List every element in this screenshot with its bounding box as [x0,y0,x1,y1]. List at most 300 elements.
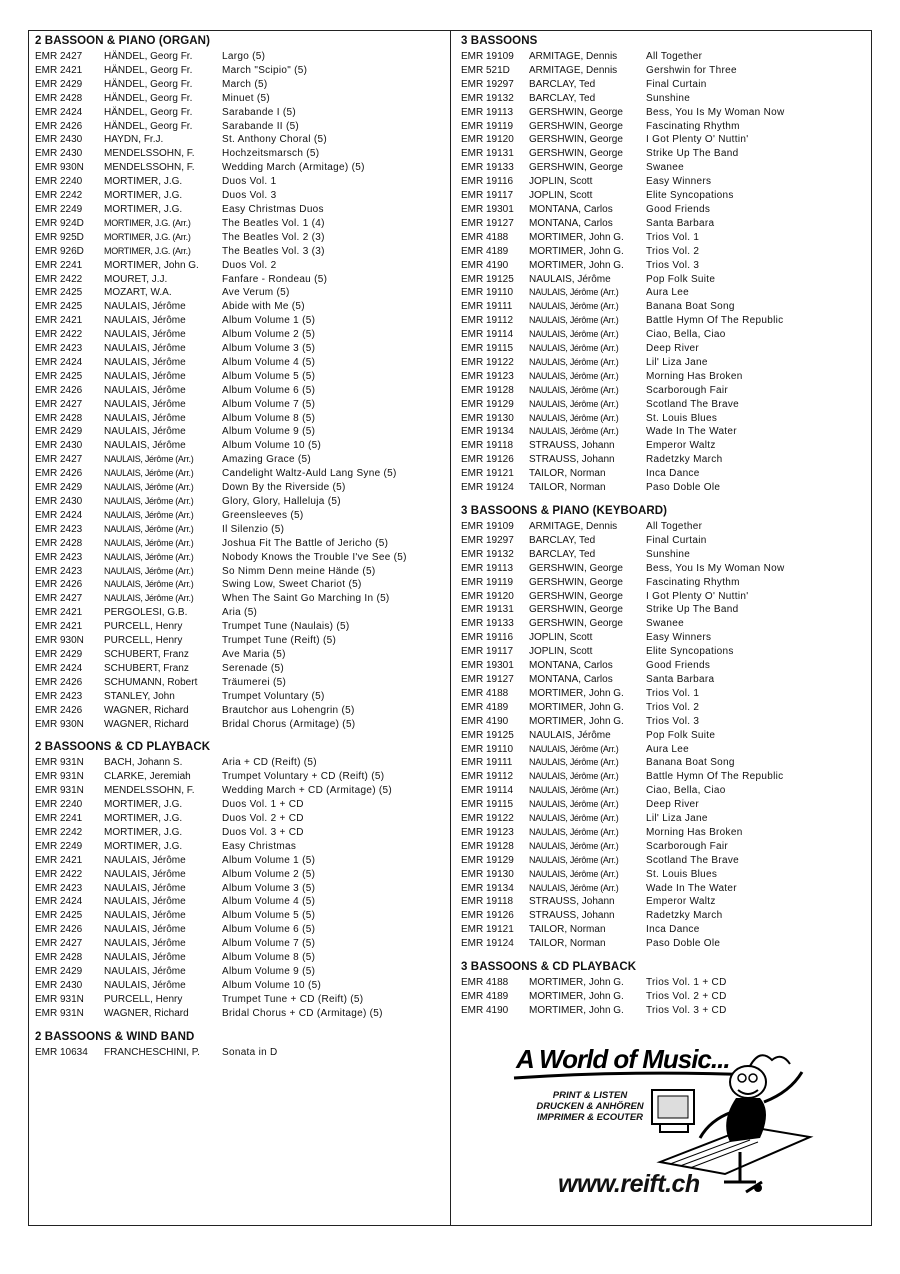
composer-name: NAULAIS, Jérôme (Arr.) [529,799,619,810]
composer-name: NAULAIS, Jérôme [104,343,186,355]
catalog-row [461,520,866,534]
catalog-number: EMR 19125 [461,729,514,741]
composer-name: NAULAIS, Jérôme (Arr.) [529,826,619,837]
work-title: March (5) [222,78,268,90]
work-title: Good Friends [646,660,711,672]
catalog-number: EMR 2428 [35,952,83,964]
catalog-number: EMR 2421 [35,854,83,866]
catalog-number: EMR 2426 [35,704,83,716]
composer-name: NAULAIS, Jérôme (Arr.) [529,370,619,381]
composer-name: HÄNDEL, Georg Fr. [104,51,193,62]
composer-name: NAULAIS, Jérôme (Arr.) [529,384,619,395]
catalog-number: EMR 2424 [35,662,83,674]
work-title: Inca Dance [646,924,700,936]
catalog-row [35,106,445,120]
catalog-row [35,328,445,342]
work-title: Bridal Chorus + CD (Armitage) (5) [222,1007,383,1019]
section-title: 2 BASSOON & PIANO (ORGAN) [35,35,211,47]
catalog-number: EMR 2427 [35,51,83,62]
work-title: Trios Vol. 3 + CD [646,1004,727,1016]
composer-name: NAULAIS, Jérôme [104,440,186,452]
composer-name: BARCLAY, Ted [529,78,596,90]
catalog-number: EMR 2240 [35,799,83,811]
catalog-row [35,453,445,467]
work-title: Album Volume 3 (5) [222,343,316,355]
composer-name: BARCLAY, Ted [529,548,596,560]
composer-name: STRAUSS, Johann [529,910,615,922]
catalog-row [35,120,445,134]
catalog-row [35,78,445,92]
composer-name: MORTIMER, John G. [104,259,199,271]
work-title: All Together [646,521,703,532]
composer-name: TAILOR, Norman [529,482,606,494]
composer-name: MONTANA, Carlos [529,217,613,229]
catalog-row [461,273,866,287]
composer-name: GERSHWIN, George [529,562,623,574]
work-title: Battle Hymn Of The Republic [646,315,784,327]
catalog-row [35,718,445,732]
catalog-number: EMR 2422 [35,329,83,341]
work-title: Aura Lee [646,743,689,755]
catalog-number: EMR 2426 [35,579,83,591]
catalog-row [35,92,445,106]
composer-name: MENDELSSOHN, F. [104,162,195,174]
catalog-number: EMR 2421 [35,64,83,76]
catalog-row [35,592,445,606]
catalog-number: EMR 2426 [35,120,83,132]
catalog-number: EMR 4189 [461,245,509,257]
work-title: Easy Christmas Duos [222,203,324,215]
catalog-section [35,741,445,1020]
work-title: Trios Vol. 2 [646,701,700,713]
catalog-row [35,231,445,245]
work-title: Album Volume 8 (5) [222,412,316,424]
work-title: Swanee [646,618,684,630]
composer-name: MENDELSSOHN, F. [104,785,195,797]
work-title: Good Friends [646,203,711,215]
column-divider [450,30,451,1226]
catalog-number: EMR 19120 [461,134,514,146]
catalog-row [461,854,866,868]
catalog-number: EMR 2422 [35,273,83,285]
composer-name: MORTIMER, J.G. [104,799,183,811]
catalog-number: EMR 19114 [461,329,514,341]
catalog-number: EMR 2423 [35,882,83,894]
catalog-row [461,203,866,217]
logo-url[interactable]: www.reift.ch [558,1170,700,1198]
catalog-number: EMR 19130 [461,412,514,424]
catalog-row [461,617,866,631]
section-title: 2 BASSOONS & WIND BAND [35,1030,195,1043]
catalog-number: EMR 2426 [35,468,83,480]
catalog-row [35,273,445,287]
catalog-number: EMR 19112 [461,771,514,783]
composer-name: NAULAIS, Jérôme (Arr.) [529,343,619,354]
work-title: Bess, You Is My Woman Now [646,562,785,574]
composer-name: NAULAIS, Jérôme (Arr.) [104,593,194,604]
work-title: Trios Vol. 1 [646,687,700,699]
catalog-number: EMR 931N [35,993,84,1005]
work-title: Sunshine [646,548,691,560]
catalog-row [461,826,866,840]
catalog-row [461,715,866,729]
composer-name: BARCLAY, Ted [529,92,596,104]
catalog-row [461,106,866,120]
catalog-row [35,300,445,314]
composer-name: MORTIMER, J.G. [104,826,183,838]
catalog-number: EMR 4190 [461,715,509,727]
composer-name: WAGNER, Richard [104,704,189,716]
catalog-number: EMR 19122 [461,813,514,825]
catalog-number: EMR 19117 [461,646,514,658]
work-title: Duos Vol. 1 + CD [222,799,304,811]
work-title: Greensleeves (5) [222,509,304,521]
composer-name: STANLEY, John [104,690,175,702]
catalog-number: EMR 4188 [461,231,509,243]
work-title: Emperor Waltz [646,440,716,452]
work-title: Ciao, Bella, Ciao [646,785,726,797]
catalog-number: EMR 4188 [461,687,509,699]
catalog-number: EMR 19119 [461,576,514,588]
catalog-row [461,743,866,757]
catalog-row [35,314,445,328]
work-title: Duos Vol. 1 [222,176,277,188]
catalog-row [461,603,866,617]
section-title: 3 BASSOONS & CD PLAYBACK [461,961,637,974]
catalog-row [35,826,445,840]
catalog-number: EMR 19128 [461,384,514,396]
catalog-number: EMR 2430 [35,496,83,507]
composer-name: TAILOR, Norman [529,468,606,480]
composer-name: MORTIMER, John G. [529,1004,624,1016]
composer-name: NAULAIS, Jérôme [104,412,186,424]
work-title: Deep River [646,343,700,355]
composer-name: GERSHWIN, George [529,604,623,616]
work-title: Album Volume 4 (5) [222,896,316,908]
catalog-row [35,537,445,551]
composer-name: HÄNDEL, Georg Fr. [104,120,193,132]
catalog-number: EMR 19110 [461,287,514,299]
work-title: Trumpet Voluntary (5) [222,690,325,702]
work-title: Sunshine [646,92,691,104]
work-title: Largo (5) [222,51,266,62]
work-title: Fascinating Rhythm [646,576,740,588]
catalog-row [461,245,866,259]
catalog-number: EMR 19123 [461,826,514,838]
work-title: Morning Has Broken [646,826,743,838]
catalog-number: EMR 19120 [461,590,514,602]
catalog-number: EMR 4190 [461,1004,509,1016]
composer-name: FRANCHESCHINI, P. [104,1046,200,1058]
catalog-row [35,951,445,965]
catalog-row [461,534,866,548]
catalog-number: EMR 19121 [461,924,514,936]
composer-name: NAULAIS, Jérôme [104,896,186,908]
composer-name: NAULAIS, Jérôme (Arr.) [104,468,194,479]
catalog-row [35,551,445,565]
catalog-number: EMR 19119 [461,120,514,132]
section-title: 3 BASSOONS & PIANO (KEYBOARD) [461,505,668,517]
composer-name: MORTIMER, J.G. [104,203,183,215]
catalog-number: EMR 19109 [461,51,514,62]
catalog-number: EMR 4188 [461,977,509,989]
work-title: Serenade (5) [222,662,284,674]
catalog-row [35,384,445,398]
catalog-number: EMR 931N [35,771,84,783]
catalog-number: EMR 2242 [35,190,83,202]
catalog-row [461,562,866,576]
catalog-number: EMR 19130 [461,868,514,880]
catalog-row [35,398,445,412]
catalog-number: EMR 925D [35,231,84,243]
composer-name: STRAUSS, Johann [529,440,615,452]
catalog-row [461,673,866,687]
catalog-row [35,923,445,937]
work-title: Swing Low, Sweet Chariot (5) [222,579,362,591]
work-title: Easy Winners [646,176,712,188]
work-title: Pop Folk Suite [646,273,716,285]
work-title: Album Volume 4 (5) [222,356,316,368]
composer-name: GERSHWIN, George [529,576,623,588]
work-title: Trios Vol. 1 [646,231,700,243]
composer-name: NAULAIS, Jérôme (Arr.) [529,329,619,340]
catalog-number: EMR 2428 [35,537,83,549]
catalog-number: EMR 931N [35,785,84,797]
composer-name: SCHUBERT, Franz [104,648,189,660]
catalog-row [461,882,866,896]
catalog-number: EMR 19134 [461,882,514,894]
work-title: Deep River [646,799,700,811]
work-title: Duos Vol. 3 [222,190,277,202]
composer-name: JOPLIN, Scott [529,176,593,188]
catalog-row [461,50,866,64]
work-title: Trios Vol. 1 + CD [646,977,727,989]
work-title: Duos Vol. 2 + CD [222,813,304,825]
catalog-number: EMR 19127 [461,217,514,229]
composer-name: PERGOLESI, G.B. [104,607,188,619]
work-title: Album Volume 9 (5) [222,966,316,977]
catalog-row [35,412,445,426]
catalog-number: EMR 2424 [35,896,83,908]
composer-name: HÄNDEL, Georg Fr. [104,64,193,76]
catalog-number: EMR 2425 [35,301,83,313]
catalog-number: EMR 19115 [461,343,514,355]
catalog-row [35,784,445,798]
catalog-row [35,175,445,189]
work-title: Album Volume 5 (5) [222,370,316,382]
catalog-row [461,120,866,134]
catalog-number: EMR 2427 [35,938,83,950]
work-title: Album Volume 1 (5) [222,854,316,866]
composer-name: NAULAIS, Jérôme (Arr.) [104,509,194,520]
catalog-number: EMR 521D [461,64,510,76]
work-title: St. Louis Blues [646,412,718,424]
composer-name: BARCLAY, Ted [529,534,596,546]
catalog-number: EMR 19114 [461,785,514,797]
catalog-row [461,481,866,495]
catalog-number: EMR 19129 [461,854,514,866]
catalog-row [461,370,866,384]
catalog-number: EMR 19125 [461,273,514,285]
work-title: Ave Verum (5) [222,287,290,299]
catalog-number: EMR 2425 [35,370,83,382]
catalog-number: EMR 2421 [35,315,83,327]
catalog-row [461,909,866,923]
catalog-row [35,812,445,826]
catalog-row [35,578,445,592]
work-title: Radetzky March [646,454,723,466]
composer-name: MORTIMER, J.G. [104,176,183,188]
catalog-row [35,481,445,495]
catalog-number: EMR 4190 [461,259,509,271]
composer-name: ARMITAGE, Dennis [529,64,618,76]
composer-name: NAULAIS, Jérôme [104,868,186,880]
catalog-row [461,161,866,175]
catalog-row [35,895,445,909]
work-title: The Beatles Vol. 1 (4) [222,217,325,229]
work-title: Brautchor aus Lohengrin (5) [222,704,355,716]
catalog-row [461,770,866,784]
catalog-row [461,217,866,231]
work-title: Down By the Riverside (5) [222,482,346,494]
catalog-number: EMR 2423 [35,690,83,702]
work-title: Radetzky March [646,910,723,922]
catalog-number: EMR 2426 [35,676,83,688]
catalog-number: EMR 2240 [35,176,83,188]
composer-name: NAULAIS, Jérôme [104,329,186,341]
composer-name: GERSHWIN, George [529,106,623,118]
catalog-row [461,631,866,645]
composer-name: HAYDN, Fr.J. [104,134,164,146]
catalog-number: EMR 2429 [35,482,83,494]
catalog-number: EMR 19117 [461,190,514,202]
catalog-number: EMR 2242 [35,826,83,838]
work-title: Battle Hymn Of The Republic [646,771,784,783]
catalog-row [461,687,866,701]
work-title: Trios Vol. 2 + CD [646,991,727,1002]
work-title: Album Volume 10 (5) [222,440,322,452]
catalog-number: EMR 19121 [461,468,514,480]
catalog-row [461,576,866,590]
catalog-number: EMR 2429 [35,966,83,977]
catalog-number: EMR 19133 [461,162,514,174]
composer-name: NAULAIS, Jérôme (Arr.) [104,454,194,465]
catalog-section [35,1031,445,1060]
logo-tagline [520,1090,660,1123]
work-title: Paso Doble Ole [646,938,721,950]
composer-name: HÄNDEL, Georg Fr. [104,92,193,104]
catalog-number: EMR 19301 [461,203,514,215]
composer-name: MONTANA, Carlos [529,673,613,685]
work-title: Elite Syncopations [646,646,734,658]
work-title: Aura Lee [646,287,689,299]
composer-name: NAULAIS, Jérôme (Arr.) [104,551,194,562]
left-column [35,35,445,1070]
catalog-row [461,798,866,812]
composer-name: NAULAIS, Jérôme (Arr.) [529,356,619,367]
work-title: Final Curtain [646,78,707,90]
catalog-number: EMR 2430 [35,134,83,146]
catalog-row [35,245,445,259]
composer-name: NAULAIS, Jérôme [104,301,186,313]
catalog-number: EMR 2423 [35,551,83,563]
composer-name: NAULAIS, Jérôme (Arr.) [529,868,619,879]
catalog-number: EMR 19127 [461,673,514,685]
composer-name: NAULAIS, Jérôme [104,979,186,991]
catalog-row [35,648,445,662]
work-title: Paso Doble Ole [646,482,721,494]
catalog-number: EMR 19128 [461,840,514,852]
catalog-row [461,701,866,715]
catalog-number: EMR 19131 [461,148,514,160]
composer-name: MORTIMER, John G. [529,715,624,727]
catalog-row [461,937,866,951]
catalog-row [35,993,445,1007]
catalog-row [35,203,445,217]
work-title: Abide with Me (5) [222,301,305,313]
catalog-row [35,979,445,993]
composer-name: MORTIMER, John G. [529,701,624,713]
catalog-row [461,1004,866,1018]
reift-logo [510,1042,820,1202]
catalog-row [35,217,445,231]
work-title: Hochzeitsmarsch (5) [222,148,320,160]
composer-name: NAULAIS, Jérôme (Arr.) [529,757,619,768]
catalog-row [35,565,445,579]
catalog-number: EMR 19123 [461,370,514,382]
work-title: Trumpet Voluntary + CD (Reift) (5) [222,771,385,783]
catalog-row [461,412,866,426]
right-column [461,35,866,1028]
work-title: I Got Plenty O' Nuttin' [646,590,749,602]
catalog-number: EMR 19126 [461,454,514,466]
catalog-row [35,704,445,718]
catalog-row [461,175,866,189]
composer-name: NAULAIS, Jérôme (Arr.) [529,398,619,409]
catalog-number: EMR 2426 [35,384,83,396]
work-title: Album Volume 5 (5) [222,910,316,922]
catalog-row [35,50,445,64]
catalog-number: EMR 2428 [35,92,83,104]
catalog-number: EMR 19297 [461,78,514,90]
work-title: Trumpet Tune (Naulais) (5) [222,621,350,633]
catalog-row [35,425,445,439]
composer-name: STRAUSS, Johann [529,896,615,908]
work-title: Minuet (5) [222,92,271,104]
catalog-row [35,606,445,620]
catalog-row [461,467,866,481]
catalog-row [461,645,866,659]
work-title: Strike Up The Band [646,148,739,160]
composer-name: TAILOR, Norman [529,924,606,936]
composer-name: NAULAIS, Jérôme [104,356,186,368]
catalog-row [35,798,445,812]
catalog-row [461,923,866,937]
work-title: Easy Winners [646,632,712,644]
composer-name: NAULAIS, Jérôme (Arr.) [529,412,619,423]
catalog-number: EMR 19134 [461,426,514,438]
composer-name: NAULAIS, Jérôme [104,882,186,894]
work-title: Trios Vol. 2 [646,245,700,257]
work-title: Strike Up The Band [646,604,739,616]
work-title: Gershwin for Three [646,64,737,76]
catalog-row [35,147,445,161]
work-title: The Beatles Vol. 2 (3) [222,231,325,243]
composer-name: MORTIMER, John G. [529,245,624,257]
composer-name: MORTIMER, John G. [529,687,624,699]
catalog-row [461,314,866,328]
catalog-row [35,161,445,175]
